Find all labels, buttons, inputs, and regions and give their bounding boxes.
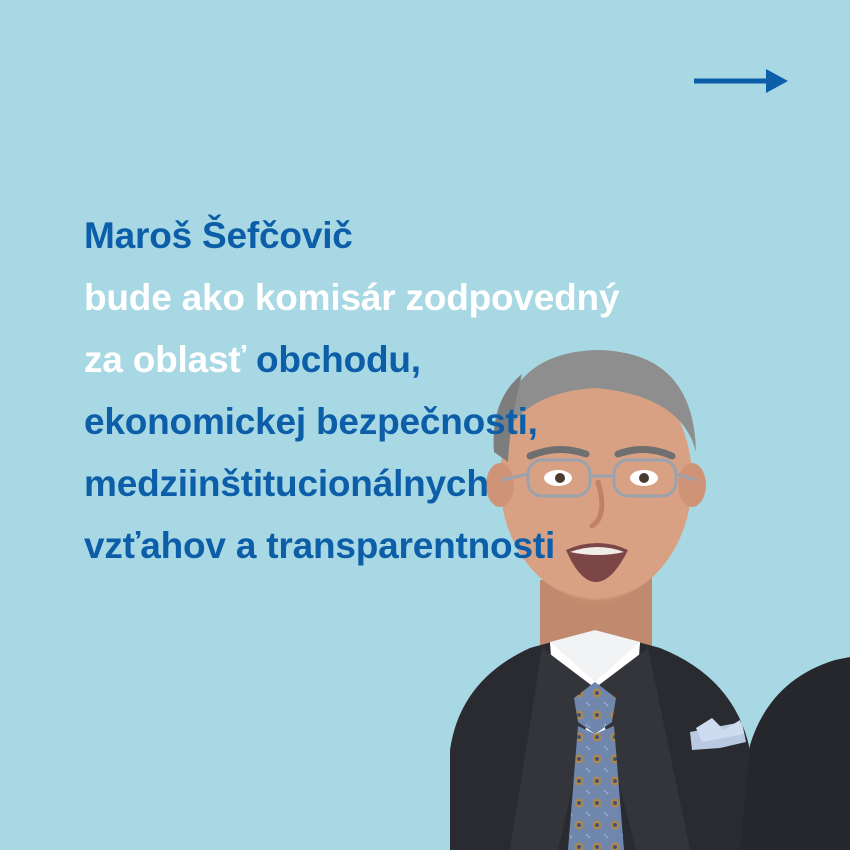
headline-segment: bude ako komisár zodpovedný <box>84 277 620 318</box>
headline-line <box>84 205 684 267</box>
headline-line <box>84 391 684 453</box>
arrow-right-icon <box>692 62 788 100</box>
headline-segment: Maroš Šefčovič <box>84 215 353 256</box>
headline-segment: obchodu, <box>256 339 421 380</box>
headline-segment: ekonomickej bezpečnosti, <box>84 401 538 442</box>
headline-segment: za oblasť <box>84 339 256 380</box>
headline-segment: vzťahov a transparentnosti <box>84 525 556 566</box>
headline-line <box>84 453 684 515</box>
headline-segment: medziinštitucionálnych <box>84 463 489 504</box>
headline-line <box>84 515 684 577</box>
headline-line <box>84 267 684 329</box>
headline-block <box>84 205 684 577</box>
headline-line <box>84 329 684 391</box>
